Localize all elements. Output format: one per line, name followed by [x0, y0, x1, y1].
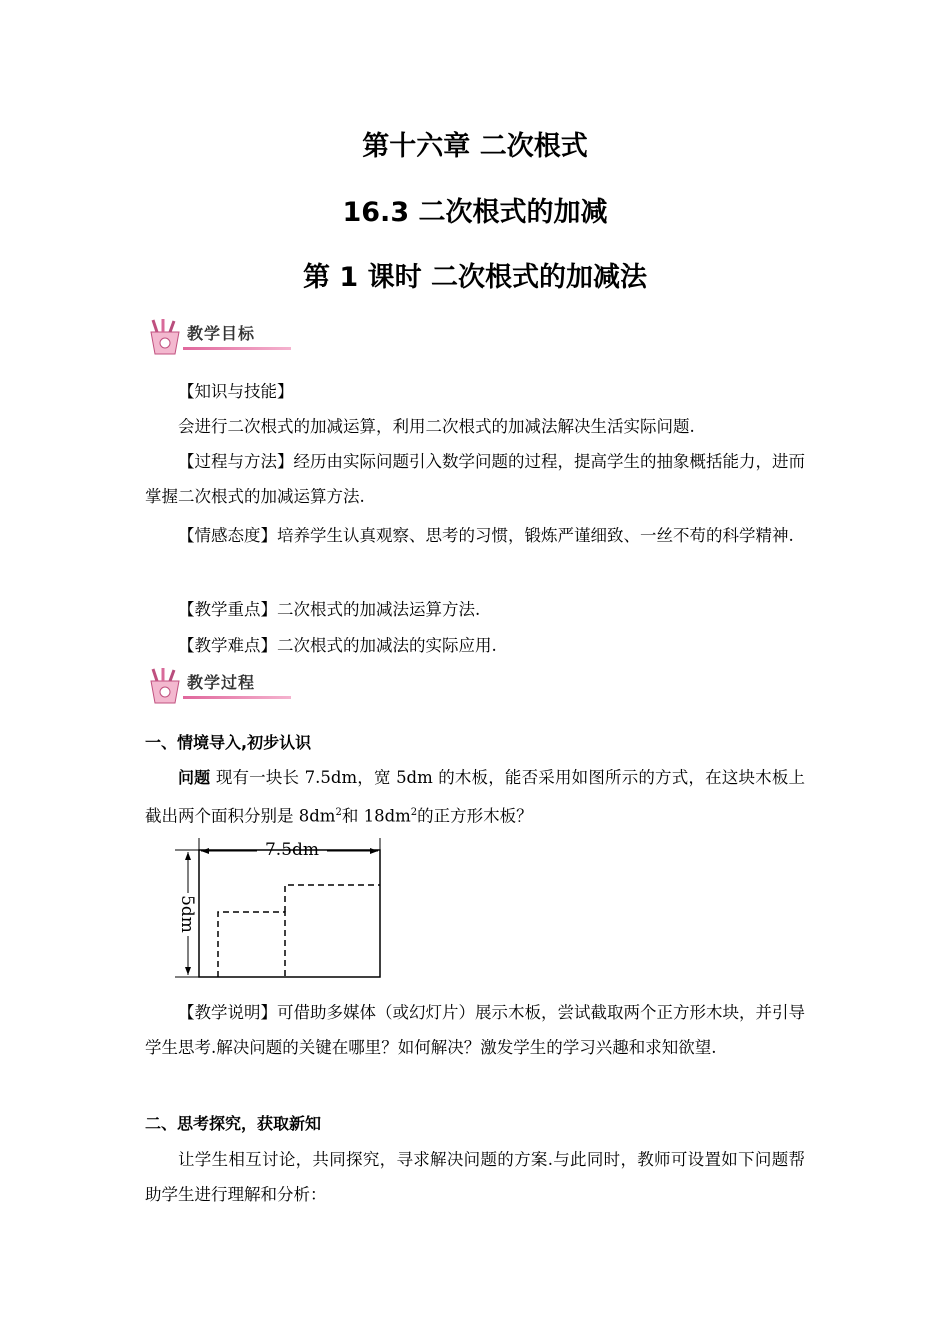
large-square-outline	[285, 885, 380, 912]
small-square-outline	[218, 912, 285, 977]
height-label: 5dm	[177, 895, 197, 933]
problem-text-b: 和 18dm	[341, 806, 411, 826]
arrowhead	[185, 967, 191, 975]
chapter-title: 第十六章 二次根式	[362, 131, 588, 162]
pencil-cup-icon	[143, 667, 187, 705]
problem-label: 问题	[178, 768, 211, 787]
section2-text: 让学生相互讨论，共同探究，寻求解决问题的方案.与此同时，教师可设置如下问题帮助学生进行理解和分析：	[145, 1150, 805, 1204]
arrowhead	[370, 848, 378, 854]
problem-text-a: 现有一块长 7.5dm，宽 5dm 的木板，能否采用如图所示的方式，在这块木板上截出两个面积分别是 8dm	[145, 768, 806, 826]
difficulty: 【教学难点】二次根式的加减法的实际应用.	[178, 636, 497, 655]
superscript: 2	[335, 807, 342, 818]
teaching-note: 【教学说明】可借助多媒体（或幻灯片）展示木板，尝试截取两个正方形木块，并引导学生思考.解决问题的关键在哪里？如何解决？激发学生的学习兴趣和求知欲望.	[145, 1003, 805, 1057]
teaching-process-badge	[143, 667, 293, 705]
teaching-goals-badge	[143, 318, 293, 356]
arrowhead	[201, 848, 209, 854]
badge-underline	[183, 696, 291, 699]
knowledge-text: 会进行二次根式的加减运算，利用二次根式的加减法解决生活实际问题.	[178, 417, 695, 436]
section1-heading: 一、情境导入,初步认识	[145, 733, 312, 752]
knowledge-heading: 【知识与技能】	[178, 382, 294, 401]
board-outline	[199, 850, 380, 977]
key-point: 【教学重点】二次根式的加减法运算方法.	[178, 600, 481, 619]
board-diagram	[175, 838, 385, 983]
section-title: 16.3 二次根式的加减	[342, 197, 608, 228]
problem-text-c: 的正方形木板？	[417, 806, 533, 826]
problem-paragraph	[145, 760, 805, 834]
section2-heading: 二、思考探究，获取新知	[145, 1114, 322, 1133]
badge-label: 教学过程	[187, 673, 256, 692]
pencil-cup-icon	[143, 318, 187, 356]
attitude-text: 【情感态度】培养学生认真观察、思考的习惯，锻炼严谨细致、一丝不苟的科学精神.	[178, 526, 794, 545]
badge-underline	[183, 347, 291, 350]
width-label: 7.5dm	[264, 840, 320, 860]
superscript: 2	[410, 807, 418, 818]
process-text: 【过程与方法】经历由实际问题引入数学问题的过程，提高学生的抽象概括能力，进而掌握二次根式的加减运算方法.	[145, 452, 805, 506]
arrowhead	[185, 852, 191, 860]
lesson-title: 第 1 课时 二次根式的加减法	[303, 262, 647, 293]
badge-label: 教学目标	[187, 324, 256, 343]
